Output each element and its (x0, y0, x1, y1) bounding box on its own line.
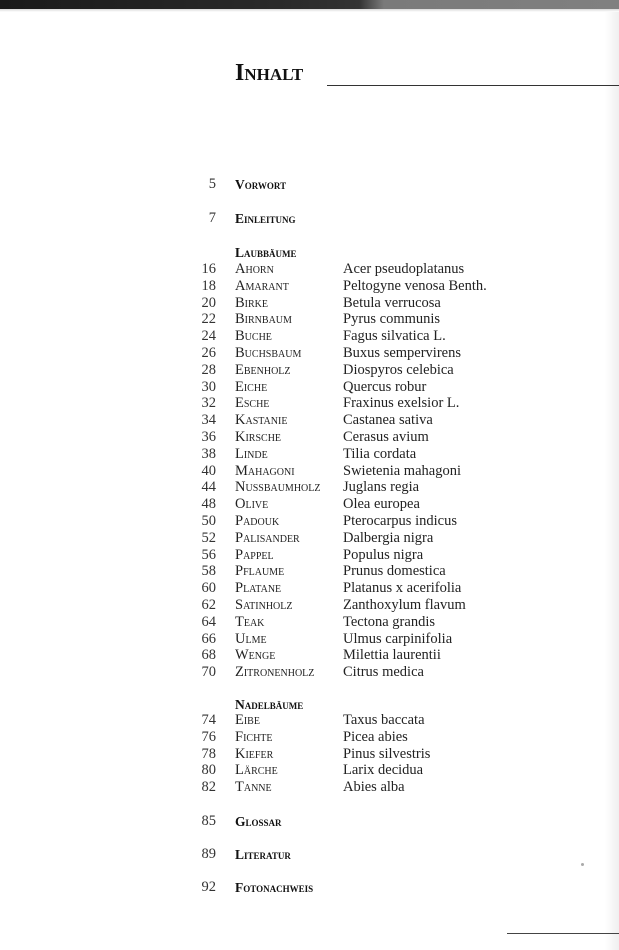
wood-name: Kiefer (235, 745, 274, 762)
page-number: 26 (201, 345, 216, 361)
botanical-name: Swietenia mahagoni (343, 462, 461, 479)
page-number: 40 (201, 462, 216, 479)
page-number: 52 (201, 529, 216, 546)
wood-name: Lärche (235, 762, 278, 779)
page-number: 58 (201, 563, 216, 580)
botanical-name: Pterocarpus indicus (343, 513, 457, 529)
section-heading-nadelbaeume: Nadelbäume (235, 697, 304, 712)
page-title: Inhalt (235, 60, 304, 86)
page-number: 24 (201, 328, 216, 345)
botanical-name: Zanthoxylum flavum (343, 597, 466, 613)
scan-speck (581, 863, 584, 866)
botanical-name: Pyrus communis (343, 311, 441, 328)
page-number: 5 (208, 176, 216, 192)
wood-name: Zitronenholz (235, 664, 315, 681)
botanical-name: Olea europea (343, 496, 420, 513)
botanical-name: Tectona grandis (343, 613, 435, 630)
wood-name: Padouk (235, 513, 280, 529)
wood-name: Palisander (235, 529, 300, 546)
wood-name: Mahagoni (235, 462, 295, 479)
botanical-name: Fraxinus exelsior L. (343, 395, 460, 412)
botanical-name: Acer pseudoplatanus (343, 261, 465, 277)
botanical-name: Larix decidua (343, 762, 424, 779)
page-number: 74 (201, 712, 216, 728)
page-number: 60 (201, 580, 216, 597)
wood-name: Eibe (235, 712, 260, 728)
botanical-name: Picea abies (343, 728, 408, 745)
page-number: 80 (201, 762, 216, 779)
botanical-name: Pinus silvestris (343, 745, 431, 762)
botanical-name: Platanus x acerifolia (343, 580, 462, 597)
botanical-name: Tilia cordata (343, 445, 417, 462)
page-number: 16 (201, 261, 216, 277)
wood-name: Teak (235, 613, 265, 630)
page-number: 68 (201, 647, 216, 664)
page-number: 89 (201, 846, 216, 862)
page-number: 64 (201, 613, 216, 630)
botanical-name: Ulmus carpinifolia (343, 630, 453, 647)
botanical-name: Juglans regia (343, 479, 420, 496)
page-number: 82 (201, 779, 216, 796)
page-number: 92 (201, 879, 216, 895)
wood-name: Wenge (235, 647, 276, 664)
title-rule (327, 85, 619, 86)
page-number: 66 (201, 630, 216, 647)
botanical-name: Castanea sativa (343, 412, 433, 429)
page-gutter-shade (605, 12, 619, 950)
entry-title: Literatur (235, 847, 291, 862)
entry-title: Einleitung (235, 211, 296, 226)
page-number: 44 (201, 479, 216, 496)
page-number: 30 (201, 378, 216, 395)
wood-name: Kirsche (235, 429, 282, 445)
botanical-name: Taxus baccata (343, 712, 425, 728)
page-number: 18 (201, 277, 216, 294)
page-number: 62 (201, 597, 216, 613)
page-number: 56 (201, 546, 216, 563)
page-number: 38 (201, 445, 216, 462)
wood-name: Nussbaumholz (235, 479, 321, 496)
page-number: 20 (201, 294, 216, 311)
botanical-name: Citrus medica (343, 664, 424, 681)
botanical-name: Quercus robur (343, 378, 427, 395)
wood-name: Linde (235, 445, 268, 462)
page-number: 85 (201, 813, 216, 829)
wood-name: Pflaume (235, 563, 285, 580)
entry-title: Fotonachweis (235, 880, 314, 895)
botanical-name: Dalbergia nigra (343, 529, 434, 546)
scan-edge-shadow (0, 9, 619, 12)
wood-name: Ebenholz (235, 361, 291, 378)
entry-title: Vorwort (235, 177, 287, 192)
botanical-name: Populus nigra (343, 546, 424, 563)
page-number: 28 (201, 361, 216, 378)
wood-name: Platane (235, 580, 282, 597)
botanical-name: Buxus sempervirens (343, 345, 461, 361)
page-number: 32 (201, 395, 216, 412)
page-number: 34 (201, 412, 216, 429)
footer-rule (507, 933, 619, 934)
botanical-name: Peltogyne venosa Benth. (343, 277, 487, 294)
entry-title: Glossar (235, 814, 282, 829)
page-number: 22 (201, 311, 216, 328)
wood-name: Birke (235, 294, 269, 311)
wood-name: Satinholz (235, 597, 293, 613)
botanical-name: Fagus silvatica L. (343, 328, 446, 345)
wood-name: Buche (235, 328, 272, 345)
page-number: 76 (201, 728, 216, 745)
wood-name: Ulme (235, 630, 267, 647)
wood-name: Tanne (235, 779, 272, 796)
botanical-name: Cerasus avium (343, 429, 429, 445)
wood-name: Amarant (235, 277, 289, 294)
wood-name: Buchsbaum (235, 345, 302, 361)
botanical-name: Milettia laurentii (343, 647, 441, 664)
page-number: 36 (201, 429, 216, 445)
wood-name: Esche (235, 395, 270, 412)
section-heading-laubbaeume: Laubbäume (235, 245, 297, 260)
wood-name: Eiche (235, 378, 268, 395)
wood-name: Pappel (235, 546, 274, 563)
wood-name: Olive (235, 496, 269, 513)
botanical-name: Betula verrucosa (343, 294, 441, 311)
wood-name: Fichte (235, 728, 273, 745)
page-number: 70 (201, 664, 216, 681)
page-number: 78 (201, 745, 216, 762)
botanical-name: Diospyros celebica (343, 361, 454, 378)
wood-name: Birnbaum (235, 311, 292, 328)
botanical-name: Prunus domestica (343, 563, 446, 580)
wood-name: Ahorn (235, 261, 274, 277)
scan-top-edge (0, 0, 619, 9)
page-number: 7 (208, 210, 216, 226)
botanical-name: Abies alba (343, 779, 405, 796)
wood-name: Kastanie (235, 412, 288, 429)
page-number: 50 (201, 513, 216, 529)
page-number: 48 (201, 496, 216, 513)
